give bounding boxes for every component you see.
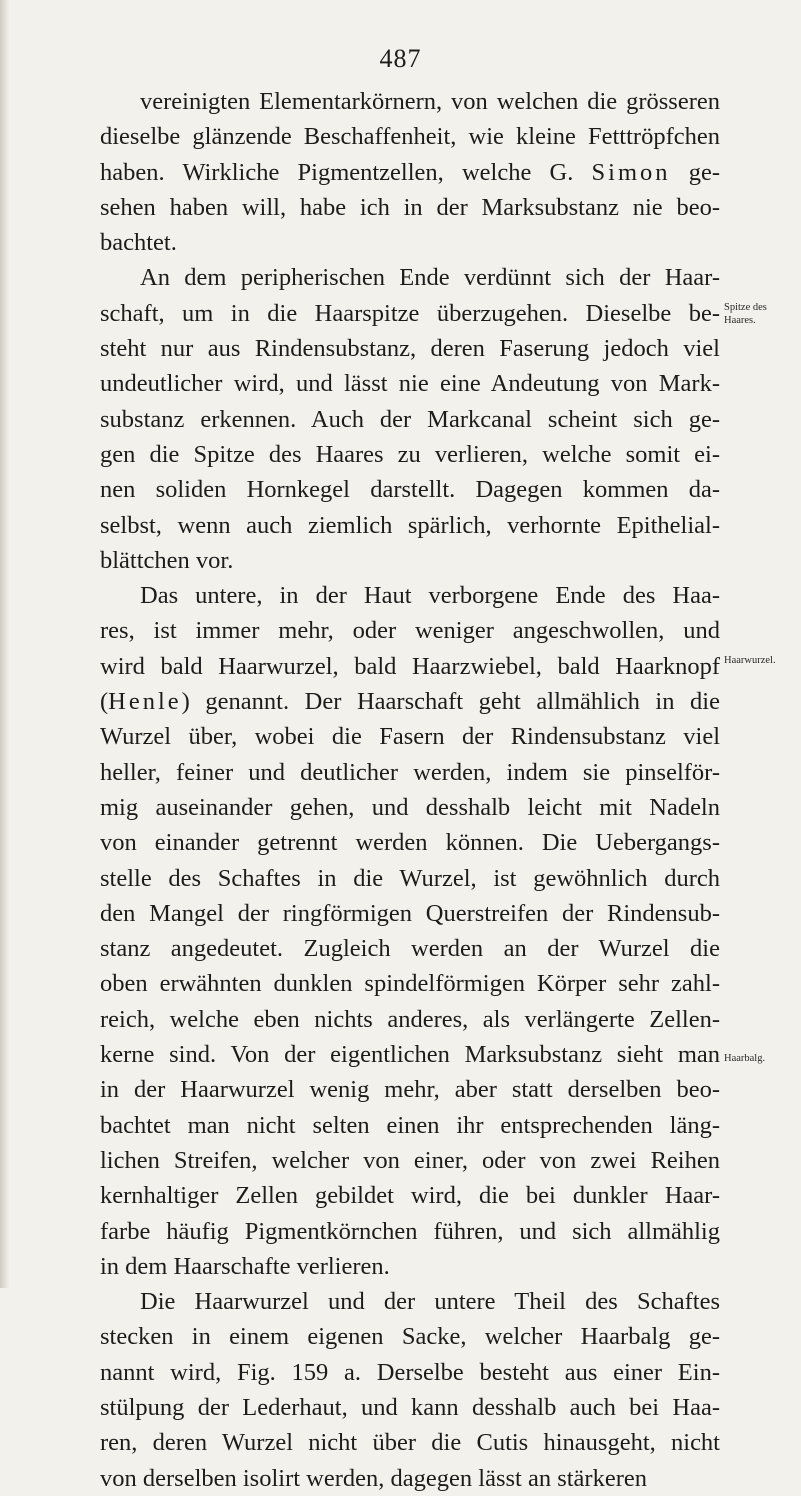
text-line bbox=[100, 1249, 720, 1284]
text-line bbox=[100, 1002, 720, 1037]
text-segment: von derselben isolirt werden, dagegen lässt an stärkeren bbox=[100, 1464, 647, 1492]
author-name: Henle bbox=[108, 688, 182, 716]
text-segment: kernhaltiger Zellen gebildet wird, die bei dunkler Haar- bbox=[100, 1182, 720, 1210]
text-segment: undeutlicher wird, und lässt nie eine Andeutung von Mark- bbox=[100, 370, 720, 398]
text-line bbox=[100, 613, 720, 648]
text-segment: lichen Streifen, welcher von einer, oder von zwei Reihen bbox=[100, 1146, 720, 1174]
text-line bbox=[100, 508, 720, 543]
text-segment: stecken in einem eigenen Sacke, welcher Haarbalg ge- bbox=[100, 1323, 720, 1351]
text-segment: res, ist immer mehr, oder weniger angeschwollen, und bbox=[100, 617, 720, 645]
text-segment: in dem Haarschafte verlieren. bbox=[100, 1252, 390, 1280]
text-line bbox=[100, 366, 720, 401]
text-segment: vereinigten Elementarkörnern, von welchen die grösseren bbox=[140, 88, 720, 115]
page-binding-edge bbox=[0, 0, 10, 1288]
text-line bbox=[100, 225, 720, 260]
text-line bbox=[100, 119, 720, 154]
text-segment: den Mangel der ringförmigen Querstreifen der Rindensub- bbox=[100, 899, 720, 927]
text-line bbox=[100, 1390, 720, 1425]
text-line bbox=[100, 790, 720, 825]
text-line bbox=[100, 331, 720, 366]
text-line bbox=[100, 437, 720, 472]
text-segment: stelle des Schaftes in die Wurzel, ist gewöhnlich durch bbox=[100, 864, 720, 892]
text-segment: Wurzel über, wobei die Fasern der Rindensubstanz viel bbox=[100, 723, 720, 751]
text-segment: nannt wird, Fig. 159 a. Derselbe besteht aus einer Ein- bbox=[100, 1358, 720, 1386]
text-segment: dieselbe glänzende Beschaffenheit, wie kleine Fetttröpfchen bbox=[100, 123, 720, 151]
text-segment: selbst, wenn auch ziemlich spärlich, verhornte Epithelial- bbox=[100, 511, 720, 539]
text-line bbox=[100, 296, 720, 331]
text-line bbox=[100, 190, 720, 225]
text-line bbox=[100, 649, 720, 684]
text-line bbox=[100, 84, 720, 119]
text-line bbox=[100, 578, 720, 613]
text-line bbox=[100, 1108, 720, 1143]
text-segment: ge- bbox=[670, 158, 720, 186]
text-segment: steht nur aus Rindensubstanz, deren Faserung jedoch viel bbox=[100, 335, 720, 363]
text-segment: ren, deren Wurzel nicht über die Cutis hinausgeht, nicht bbox=[100, 1429, 720, 1457]
text-segment: substanz erkennen. Auch der Markcanal scheint sich ge- bbox=[100, 405, 720, 433]
text-segment: farbe häufig Pigmentkörnchen führen, und sich allmählig bbox=[100, 1217, 720, 1245]
text-line bbox=[100, 896, 720, 931]
body-text bbox=[100, 84, 720, 1496]
text-line bbox=[100, 1461, 720, 1496]
text-segment: gen die Spitze des Haares zu verlieren, welche somit ei- bbox=[100, 440, 720, 468]
text-line bbox=[100, 1214, 720, 1249]
text-line bbox=[100, 1143, 720, 1178]
margin-note-spitze bbox=[724, 301, 798, 327]
margin-note-line: Haarwurzel. bbox=[724, 655, 776, 666]
text-segment: wird bald Haarwurzel, bald Haarzwiebel, bald Haarknopf bbox=[100, 652, 720, 680]
text-segment: Das untere, in der Haut verborgene Ende des Haa- bbox=[140, 582, 720, 610]
margin-note-haarwurzel bbox=[724, 654, 798, 667]
text-line bbox=[100, 755, 720, 790]
text-line bbox=[100, 719, 720, 754]
text-line bbox=[100, 931, 720, 966]
text-segment: bachtet man nicht selten einen ihr entsprechenden läng- bbox=[100, 1111, 720, 1139]
text-line bbox=[100, 260, 720, 295]
text-line bbox=[100, 966, 720, 1001]
text-segment: ) genannt. Der Haarschaft geht allmählich in die bbox=[181, 688, 720, 716]
text-line bbox=[100, 1037, 720, 1072]
margin-note-line: Haares. bbox=[724, 315, 756, 326]
text-segment: schaft, um in die Haarspitze überzugehen. Dieselbe be- bbox=[100, 299, 720, 327]
text-segment: ( bbox=[100, 688, 109, 716]
text-segment: heller, feiner und deutlicher werden, indem sie pinselför- bbox=[100, 758, 720, 786]
text-segment: An dem peripherischen Ende verdünnt sich der Haar- bbox=[140, 264, 720, 292]
margin-note-haarbalg bbox=[724, 1052, 798, 1065]
text-segment: stülpung der Lederhaut, und kann desshalb auch bei Haa- bbox=[100, 1393, 720, 1421]
text-segment: nen soliden Hornkegel darstellt. Dagegen kommen da- bbox=[100, 476, 720, 504]
text-segment: reich, welche eben nichts anderes, als verlängerte Zellen- bbox=[100, 1005, 720, 1033]
text-segment: bachtet. bbox=[100, 229, 177, 257]
text-line bbox=[100, 1355, 720, 1390]
text-segment: in der Haarwurzel wenig mehr, aber statt derselben beo- bbox=[100, 1076, 720, 1104]
text-segment: haben. Wirkliche Pigmentzellen, welche G. bbox=[100, 158, 592, 186]
text-segment: von einander getrennt werden können. Die Uebergangs- bbox=[100, 829, 720, 857]
author-name: Simon bbox=[591, 158, 671, 186]
text-line bbox=[100, 1425, 720, 1460]
text-line bbox=[100, 861, 720, 896]
text-line bbox=[100, 1319, 720, 1354]
text-segment: stanz angedeutet. Zugleich werden an der Wurzel die bbox=[100, 935, 720, 963]
text-segment: blättchen vor. bbox=[100, 546, 234, 574]
text-segment: mig auseinander gehen, und desshalb leicht mit Nadeln bbox=[100, 793, 720, 821]
margin-note-line: Spitze des bbox=[724, 302, 767, 313]
text-line bbox=[100, 1178, 720, 1213]
text-segment: Die Haarwurzel und der untere Theil des Schaftes bbox=[140, 1288, 720, 1316]
text-line bbox=[100, 825, 720, 860]
text-line bbox=[100, 543, 720, 578]
text-segment: kerne sind. Von der eigentlichen Marksubstanz sieht man bbox=[100, 1041, 720, 1069]
page-number: 487 bbox=[379, 44, 422, 73]
margin-note-line: Haarbalg. bbox=[724, 1053, 766, 1064]
text-line bbox=[100, 1284, 720, 1319]
text-line bbox=[100, 472, 720, 507]
text-line bbox=[100, 1072, 720, 1107]
text-line bbox=[100, 155, 720, 190]
text-segment: oben erwähnten dunklen spindelförmigen Körper sehr zahl- bbox=[100, 970, 720, 998]
text-line bbox=[100, 684, 720, 719]
text-segment: sehen haben will, habe ich in der Marksubstanz nie beo- bbox=[100, 193, 720, 221]
text-line bbox=[100, 402, 720, 437]
